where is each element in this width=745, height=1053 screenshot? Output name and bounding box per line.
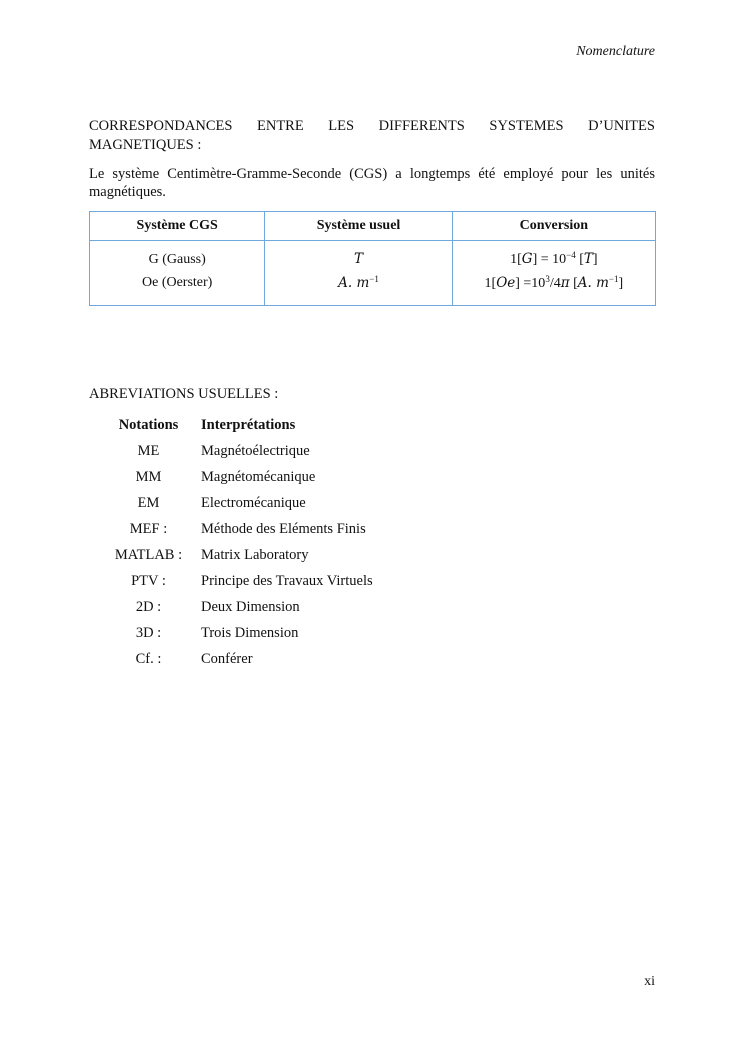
page-number: xi xyxy=(644,974,655,989)
conv-unit: Oe xyxy=(496,275,516,291)
interpretation-cell: Principe des Travaux Virtuels xyxy=(201,572,373,589)
notation-cell: PTV : xyxy=(131,572,166,589)
notation-cell: EM xyxy=(137,494,160,511)
unit-symbol: T xyxy=(354,251,364,267)
column-header: Interprétations xyxy=(201,416,296,433)
table-row xyxy=(90,270,656,306)
conv-part: [ xyxy=(575,252,584,267)
conv-part: /4 xyxy=(549,276,561,291)
title-word: D’UNITES xyxy=(588,118,655,134)
conv-exponent: −1 xyxy=(608,274,619,284)
interpretation-cell: Magnétomécanique xyxy=(201,468,316,485)
running-header: Nomenclature xyxy=(576,44,655,59)
column-header: Système CGS xyxy=(90,212,265,241)
title-word: DIFFERENTS xyxy=(378,118,465,134)
cgs-cell: G (Gauss) xyxy=(90,241,265,271)
table-row xyxy=(90,241,656,271)
abbr-row xyxy=(96,490,373,516)
title-word: LES xyxy=(328,118,355,134)
intro-line: magnétiques. xyxy=(89,184,166,200)
conv-exponent: 3 xyxy=(545,274,550,284)
abbr-row xyxy=(96,464,373,490)
notation-cell: MM xyxy=(135,468,162,485)
conversion-table xyxy=(89,211,656,306)
conv-part: 1[ xyxy=(484,276,497,291)
notation-cell: 3D : xyxy=(135,624,162,641)
conv-exponent: −4 xyxy=(566,250,576,260)
abbr-header-row xyxy=(96,412,373,438)
title-word: ENTRE xyxy=(256,118,304,134)
abbr-row xyxy=(96,438,373,464)
interpretation-cell: Conférer xyxy=(201,650,253,667)
notation-cell: Cf. : xyxy=(135,650,162,667)
usual-cell xyxy=(265,270,452,306)
conv-unit: A. m xyxy=(577,275,609,291)
abbr-row xyxy=(96,594,373,620)
conv-part: ] = 10 xyxy=(532,252,567,267)
conversion-cell xyxy=(452,270,655,306)
section-title-line1 xyxy=(89,117,655,136)
conv-part: ] xyxy=(592,252,598,267)
title-word: SYSTEMES xyxy=(489,118,564,134)
interpretation-cell: Magnétoélectrique xyxy=(201,442,310,459)
usual-cell xyxy=(265,241,452,271)
interpretation-cell: Matrix Laboratory xyxy=(201,546,309,563)
notation-cell: 2D : xyxy=(135,598,162,615)
abbr-row xyxy=(96,516,373,542)
unit-symbol: A. m xyxy=(338,275,370,291)
conversion-cell xyxy=(452,241,655,271)
column-header: Système usuel xyxy=(265,212,452,241)
interpretation-cell: Méthode des Eléments Finis xyxy=(201,520,366,537)
abbr-row xyxy=(96,620,373,646)
conv-pi: π xyxy=(560,275,570,291)
conv-unit: G xyxy=(521,251,533,267)
section-title-abbreviations: ABREVIATIONS USUELLES : xyxy=(89,386,279,402)
section-title-correspondances xyxy=(89,117,655,155)
conv-part: [ xyxy=(569,276,578,291)
notation-cell: MEF : xyxy=(129,520,168,537)
abbr-row xyxy=(96,568,373,594)
abbr-row xyxy=(96,542,373,568)
conv-unit: T xyxy=(583,251,593,267)
column-header: Conversion xyxy=(452,212,655,241)
section-title-line2: MAGNETIQUES : xyxy=(89,137,202,153)
cgs-cell: Oe (Oerster) xyxy=(90,270,265,306)
unit-exponent: −1 xyxy=(369,274,379,284)
conv-part: ] xyxy=(618,276,624,291)
interpretation-cell: Trois Dimension xyxy=(201,624,299,641)
column-header: Notations xyxy=(118,416,179,433)
notation-cell: MATLAB : xyxy=(114,546,183,563)
intro-line: Le système Centimètre-Gramme-Seconde (CGS) a longtemps été employé pour les unités xyxy=(89,166,655,182)
abbr-row xyxy=(96,646,373,672)
table-header-row xyxy=(90,212,656,241)
notation-cell: ME xyxy=(137,442,160,459)
title-word: CORRESPONDANCES xyxy=(89,118,233,134)
intro-paragraph xyxy=(89,165,655,201)
interpretation-cell: Deux Dimension xyxy=(201,598,300,615)
conv-part: 1[ xyxy=(510,252,522,267)
interpretation-cell: Electromécanique xyxy=(201,494,306,511)
abbreviations-table xyxy=(96,412,373,672)
conv-part: ] =10 xyxy=(515,276,546,291)
